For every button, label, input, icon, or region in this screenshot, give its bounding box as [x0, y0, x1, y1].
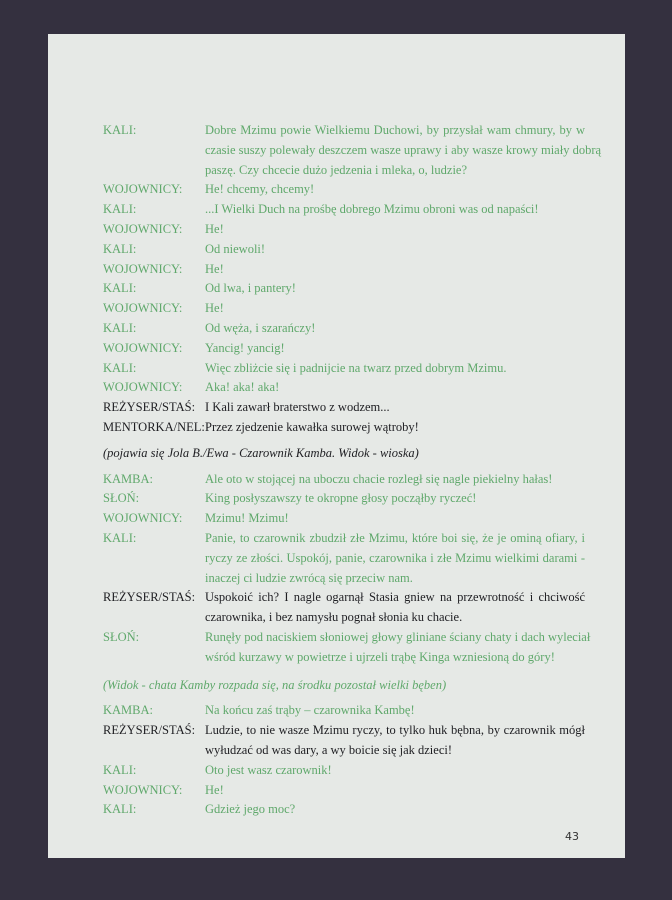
dialogue-text-line: Panie, to czarownik zbudził złe Mzimu, które boi się, że je ominą ofiary, i	[205, 530, 585, 545]
speaker-name: REŻYSER/STAŚ:	[103, 400, 196, 415]
speaker-name: SŁOŃ:	[103, 491, 140, 506]
dialogue-text	[205, 489, 585, 509]
dialogue-text-line: inaczej ci ludzie zwrócą się przeciw nam.	[205, 570, 413, 585]
dialogue-text	[205, 509, 585, 529]
dialogue-text-line: Oto jest wasz czarownik!	[205, 762, 332, 777]
dialogue-text-line: King posłyszawszy te okropne głosy począłby ryczeć!	[205, 491, 477, 506]
dialogue-line	[103, 180, 633, 200]
dialogue-line	[103, 529, 633, 588]
dialogue-text	[205, 220, 585, 240]
speaker-name: WOJOWNICY:	[103, 182, 183, 197]
dialogue-text-line: Runęły pod naciskiem słoniowej głowy gliniane ściany chaty i dach wyleciał	[205, 629, 591, 644]
dialogue-text-line: Yancig! yancig!	[205, 340, 285, 355]
speaker-name: KALI:	[103, 281, 137, 296]
dialogue-text	[205, 359, 585, 379]
dialogue-text	[205, 418, 585, 438]
dialogue-text	[205, 180, 585, 200]
dialogue-line	[103, 398, 633, 418]
dialogue-line	[103, 319, 633, 339]
dialogue-text	[205, 470, 585, 490]
speaker-name: KALI:	[103, 320, 137, 335]
speaker-name: SŁOŃ:	[103, 629, 140, 644]
dialogue-line	[103, 509, 633, 529]
dialogue-text-line: Więc zbliżcie się i padnijcie na twarz przed dobrym Mzimu.	[205, 360, 507, 375]
dialogue-text	[205, 260, 585, 280]
dialogue-text-line: ...I Wielki Duch na prośbę dobrego Mzimu obroni was od napaści!	[205, 202, 539, 217]
dialogue-text-line: Ludzie, to nie wasze Mzimu ryczy, to tylko huk bębna, by czarownik mógł	[205, 723, 585, 738]
speaker-name: WOJOWNICY:	[103, 221, 183, 236]
dialogue-text	[205, 299, 585, 319]
speaker-name: KAMBA:	[103, 703, 154, 718]
dialogue-text	[205, 398, 585, 418]
speaker-name: KALI:	[103, 530, 137, 545]
speaker-name: REŻYSER/STAŚ:	[103, 590, 196, 605]
speaker-name: WOJOWNICY:	[103, 301, 183, 316]
speaker-name: KALI:	[103, 241, 137, 256]
speaker-name: WOJOWNICY:	[103, 782, 183, 797]
dialogue-text-line: He!	[205, 261, 224, 276]
dialogue-text	[205, 761, 585, 781]
speaker-name: MENTORKA/NEL:	[103, 419, 205, 434]
dialogue-text-line: He! chcemy, chcemy!	[205, 182, 315, 197]
dialogue-text-line: wśród kurzawy w powietrze i ujrzeli trąbę Kinga wzniesioną do góry!	[205, 649, 555, 664]
dialogue-line	[103, 240, 633, 260]
dialogue-text-line: paszę. Czy chcecie dużo jedzenia i mleka, o, ludzie?	[205, 162, 468, 177]
dialogue-text-line: ryczy ze złości. Uspokój, panie, czarownika i złe Mzimu wielkimi darami -	[205, 550, 585, 565]
dialogue-line	[103, 359, 633, 379]
speaker-name: KALI:	[103, 762, 137, 777]
document-page	[48, 34, 625, 858]
page-number: 43	[565, 830, 579, 843]
dialogue-line	[103, 299, 633, 319]
dialogue-line	[103, 279, 633, 299]
dialogue-line	[103, 721, 633, 761]
script-text	[103, 121, 633, 820]
speaker-name: REŻYSER/STAŚ:	[103, 723, 196, 738]
dialogue-text-line: Przez zjedzenie kawałka surowej wątroby!	[205, 419, 419, 434]
speaker-name: WOJOWNICY:	[103, 340, 183, 355]
dialogue-text-line: Mzimu! Mzimu!	[205, 511, 289, 526]
dialogue-text	[205, 529, 585, 588]
dialogue-text-line: Aka! aka! aka!	[205, 380, 280, 395]
dialogue-line	[103, 378, 633, 398]
dialogue-line	[103, 470, 633, 490]
dialogue-line	[103, 800, 633, 820]
dialogue-text-line: wyłudzać od was dary, a wy boicie się jak dzieci!	[205, 742, 453, 757]
speaker-name: WOJOWNICY:	[103, 261, 183, 276]
speaker-name: KALI:	[103, 123, 137, 137]
speaker-name: WOJOWNICY:	[103, 511, 183, 526]
dialogue-text	[205, 240, 585, 260]
speaker-name: KALI:	[103, 802, 137, 817]
speaker-name: KALI:	[103, 202, 137, 217]
dialogue-text-line: Od lwa, i pantery!	[205, 281, 296, 296]
dialogue-text-line: czasie suszy polewały deszczem wasze uprawy i aby wasze krowy miały dobrą	[205, 142, 602, 157]
dialogue-text-line: He!	[205, 301, 224, 316]
dialogue-text	[205, 319, 585, 339]
stage-direction-text: (Widok - chata Kamby rozpada się, na środku pozostał wielki bęben)	[103, 677, 447, 692]
dialogue-text	[205, 588, 585, 628]
dialogue-text	[205, 800, 585, 820]
dialogue-text-line: Uspokoić ich? I nagle ogarnął Stasia gniew na przewrotność i chciwość	[205, 590, 585, 605]
dialogue-text	[205, 200, 585, 220]
dialogue-text	[205, 378, 585, 398]
dialogue-text-line: He!	[205, 782, 224, 797]
stage-direction	[103, 444, 633, 464]
dialogue-line	[103, 761, 633, 781]
dialogue-line	[103, 489, 633, 509]
dialogue-line	[103, 200, 633, 220]
dialogue-line	[103, 781, 633, 801]
dialogue-text-line: Gdzież jego moc?	[205, 802, 296, 817]
speaker-name: KALI:	[103, 360, 137, 375]
dialogue-text	[205, 781, 585, 801]
dialogue-text-line: Ale oto w stojącej na uboczu chacie rozległ się nagle piekielny hałas!	[205, 471, 553, 486]
dialogue-text	[205, 279, 585, 299]
stage-direction-text: (pojawia się Jola B./Ewa - Czarownik Kamba. Widok - wioska)	[103, 445, 419, 460]
dialogue-text-line: Od niewoli!	[205, 241, 266, 256]
speaker-name: KAMBA:	[103, 471, 154, 486]
dialogue-line	[103, 121, 633, 180]
dialogue-text	[205, 721, 585, 761]
speaker-name: WOJOWNICY:	[103, 380, 183, 395]
dialogue-text	[205, 701, 585, 721]
dialogue-line	[103, 220, 633, 240]
dialogue-line	[103, 628, 633, 668]
dialogue-text-line: czarownika, i bez namysłu pognał słonia ku chacie.	[205, 610, 463, 625]
dialogue-text-line: He!	[205, 221, 224, 236]
dialogue-line	[103, 418, 633, 438]
dialogue-line	[103, 588, 633, 628]
dialogue-text-line: I Kali zawarł braterstwo z wodzem...	[205, 400, 390, 415]
dialogue-text-line: Dobre Mzimu powie Wielkiemu Duchowi, by przysłał wam chmury, by w	[205, 123, 585, 137]
dialogue-line	[103, 339, 633, 359]
dialogue-line	[103, 260, 633, 280]
stage-direction	[103, 676, 633, 696]
dialogue-text	[205, 339, 585, 359]
dialogue-text	[205, 628, 591, 668]
dialogue-line	[103, 701, 633, 721]
dialogue-text	[205, 121, 602, 180]
dialogue-text-line: Na końcu zaś trąby – czarownika Kambę!	[205, 703, 415, 718]
dialogue-text-line: Od węża, i szarańczy!	[205, 320, 316, 335]
